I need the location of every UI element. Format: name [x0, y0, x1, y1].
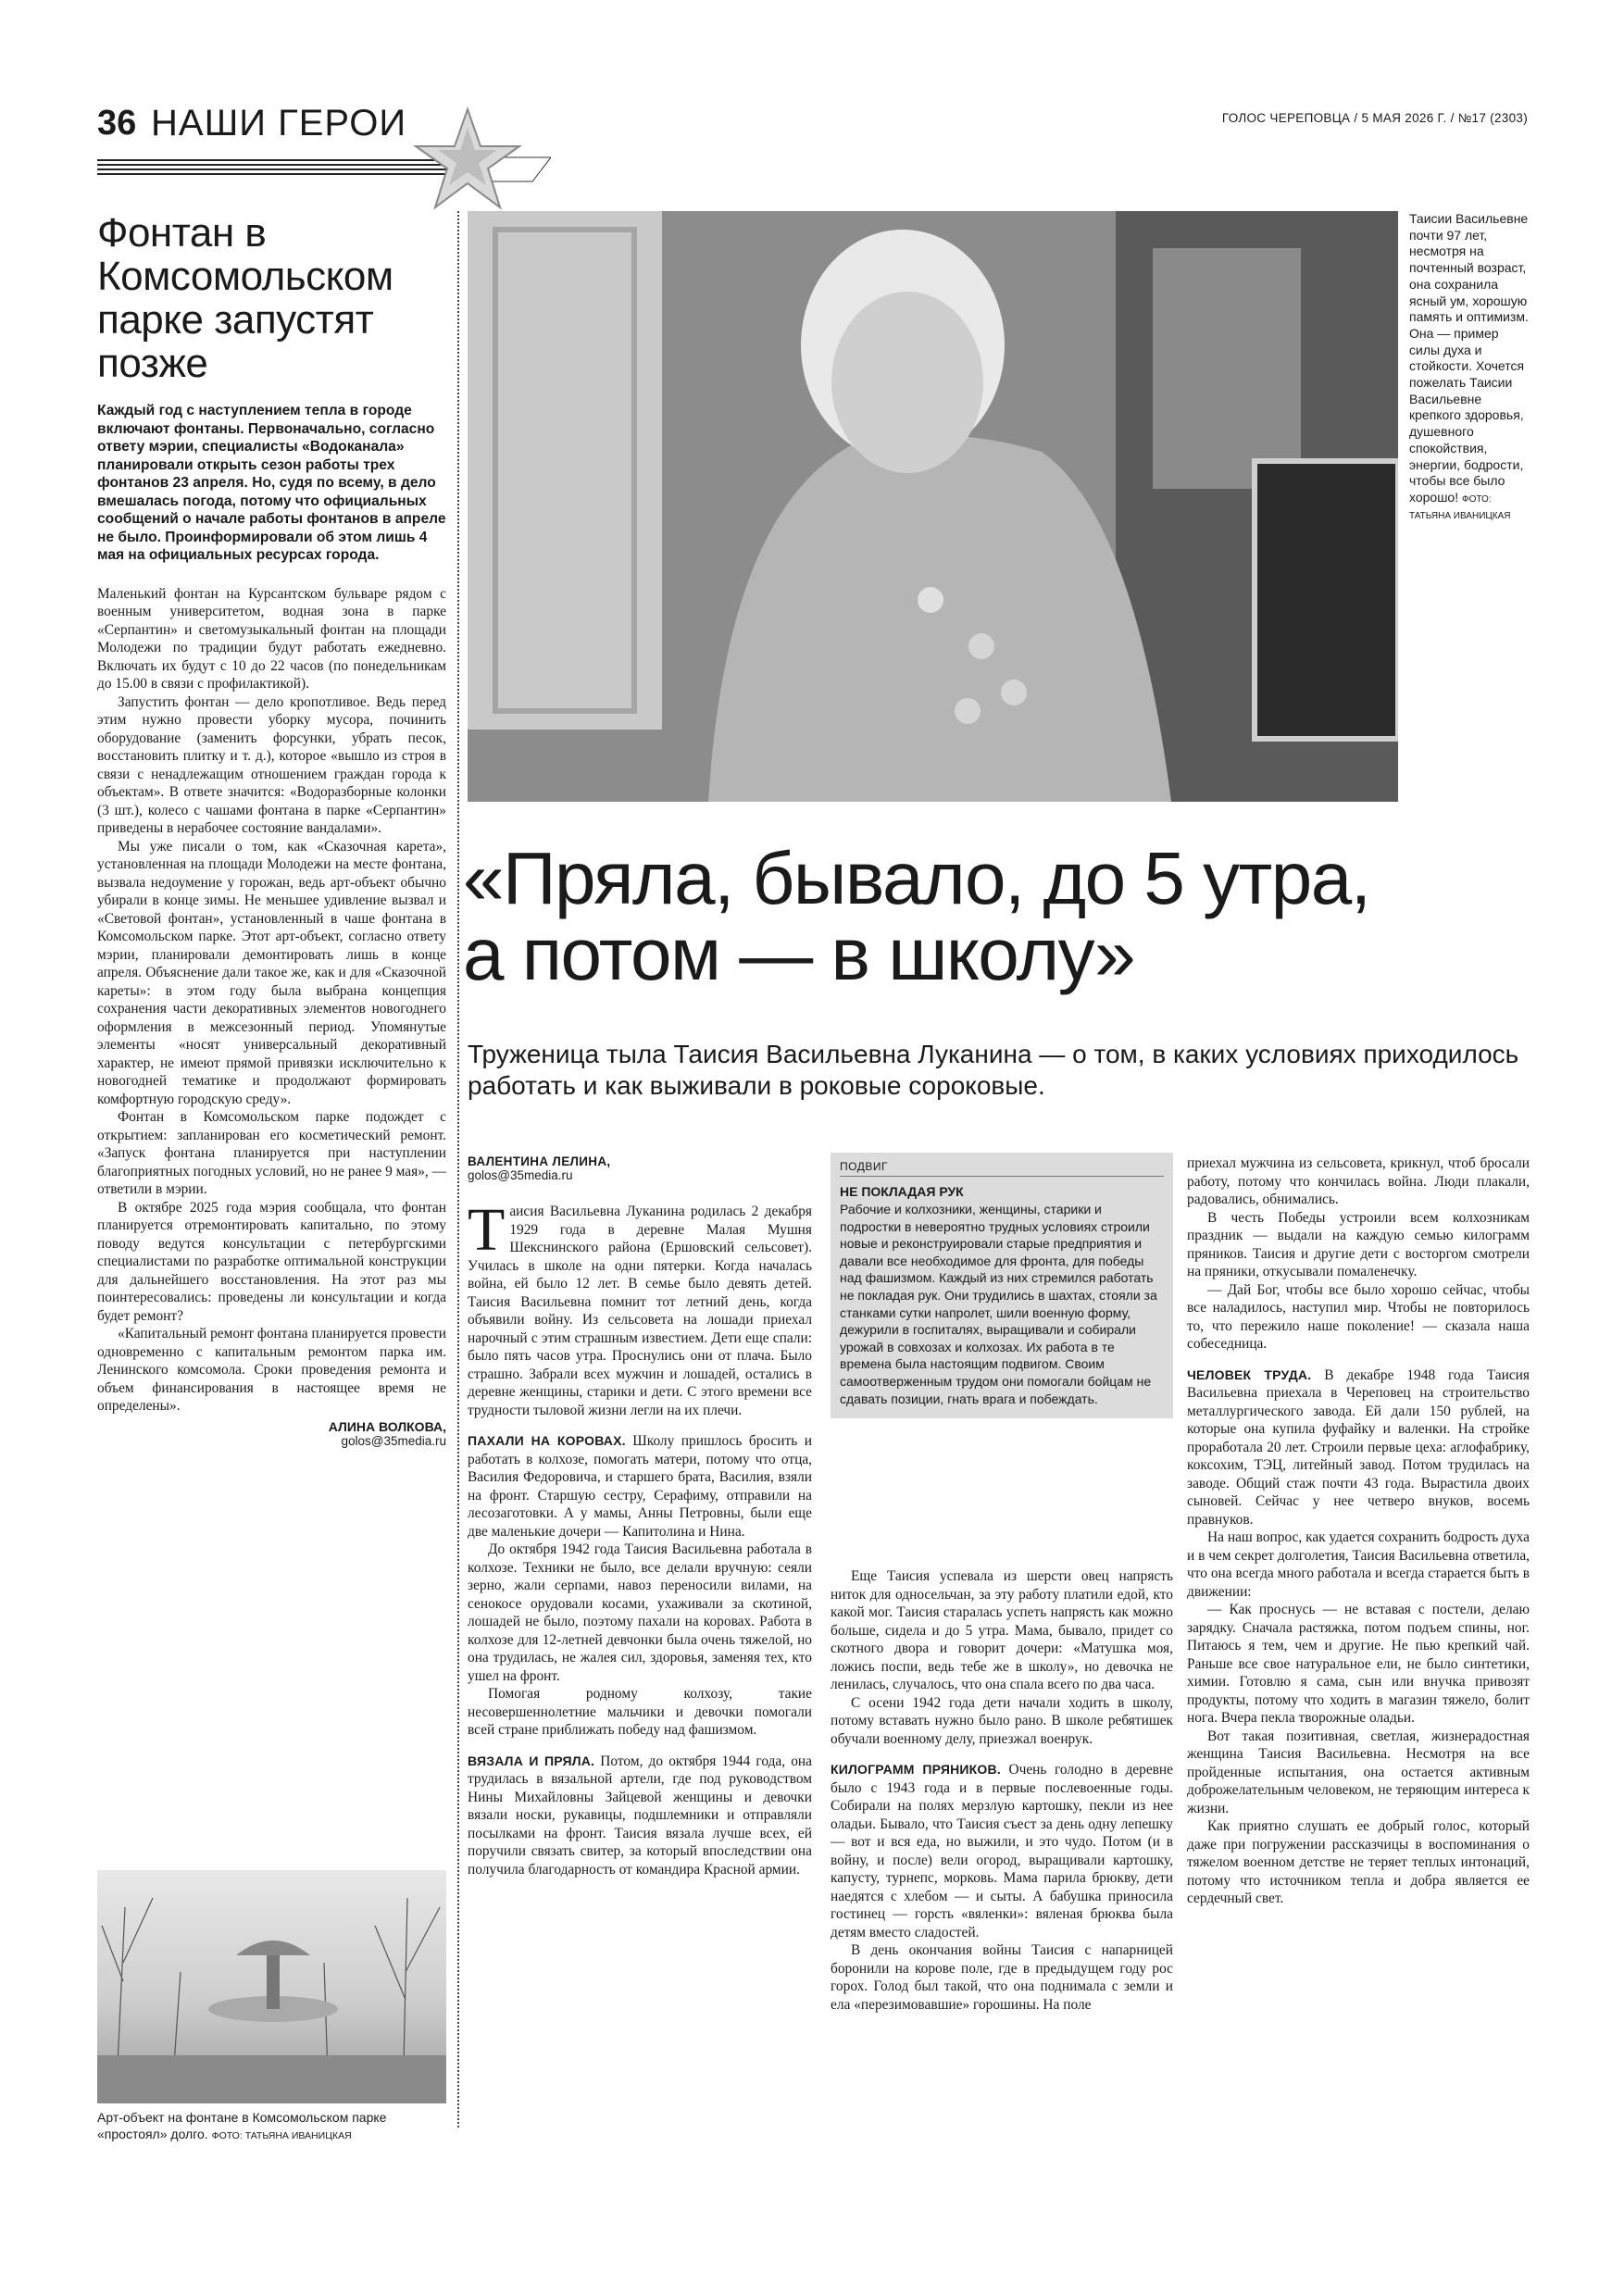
fountain-photo — [97, 1870, 446, 2103]
side-article-author: АЛИНА ВОЛКОВА, — [328, 1418, 446, 1434]
paragraph-text: Очень голодно в деревне было с 1943 года и в первые послевоенные годы. Собирали на полях мерзлую картошку, пекли из нее оладьи. Бывало, что Таисия съест за день одну лепешку — вот и вся еда, но выжили, и это чудо. Потом (и в войну, и после) вели огород, выращивали картошку, капусту, турнепс, морковь. Мама парила брюкву, дети наедятся с хлебом — и сыты. А бабушка приносила гостинец — горсть «вяленки»: вяленая брюква была детям вместо сладостей. — [831, 1762, 1173, 1940]
headline-line: а потом — в школу» — [463, 913, 1135, 995]
paragraph: В октябре 2025 года мэрия сообщала, что фонтан планируется отремонтировать капитально, по этому поводу ведутся консультации с петербургскими специалистами по разработке оптимальной конструкции для дальнейшего восстановления. На этот раз мы поинтересовались: проведены ли консультации и когда будет ремонт? — [97, 1199, 446, 1324]
masthead: ГОЛОС ЧЕРЕПОВЦА / 5 МАЯ 2026 Г. / №17 (2303) — [1221, 111, 1528, 125]
paragraph — [468, 1196, 812, 1419]
section-title: НАШИ ГЕРОИ — [151, 103, 407, 144]
paragraph: — Дай Бог, чтобы все было хорошо сейчас, чтобы все наладилось, наступил мир. Чтобы не повторилось то, что пережило наше поколение! — сказала наша собеседница. — [1187, 1281, 1530, 1352]
section-heading: ЧЕЛОВЕК ТРУДА. — [1187, 1366, 1312, 1382]
paragraph: Мы уже писали о том, как «Сказочная карета», установленная на площади Молодежи на месте фонтана, вызвала недоумение у горожан, ведь арт-объект обычно убирали в конце зимы. Не меньшее удивление вызвал и «Световой фонтан», установленный в чаше фонтана в Комсомольском парке. Этот арт-объект, согласно ответу мэрии, планировали демонтировать лишь в конце апреля. Объяснение дали такое же, как и для «Сказочной кареты»: в этом году была выбрана концепция сохранения части декоративных элементов новогоднего оформления в межсезонный период. Упомянутые элементы «носят универсальный декоративный характер, не имеют прямой привязки исключительно к новогодней тематике и продолжают формировать комфортную городскую среду». — [97, 838, 446, 1107]
side-article-email: golos@35media.ru — [341, 1433, 446, 1448]
paragraph: В день окончания войны Таисия с напарницей боронили на корове поле, где в предыдущем году рос горох. Голод был такой, что она поднимала с земли и ела «перезимовавшие» горошины. На поле — [831, 1942, 1173, 2013]
paragraph: Фонтан в Комсомольском парке подождет с открытием: запланирован его косметический ремонт. «Запуск фонтана планируется при наступлении благоприятных погодных условий, но не ранее 9 мая», — ответили в мэрии. — [97, 1109, 446, 1197]
article-column-2 — [831, 1567, 1173, 2014]
column-body — [831, 1567, 1173, 2014]
paragraph: приехал мужчина из сельсовета, крикнул, чтоб бросали работу, потому что кончилась война. Люди плакали, радовались, обнимались. — [1187, 1155, 1530, 1207]
fountain-photo-caption — [97, 2109, 446, 2144]
sidebar-box-text: Рабочие и колхозники, женщины, старики и подростки в невероятно трудных условиях строили новые и реконструировали старые предприятия и давали все необходимое для фронта, для победы над фашизмом. Каждый из них стремился работать не покладая рук. Они трудились в шахтах, стояли за станками сутки напролет, шили военную форму, дежурили в госпиталях, выращивали и собирали урожай в совхозах и колхозах. Их работа в те времена была настоящим подвигом. Своим самоотверженным трудом они помогали бойцам не сдавать позиции, гнать врага и побеждать. — [840, 1202, 1157, 1406]
sidebar-box-label: ПОДВИГ — [840, 1160, 1164, 1177]
paragraph-text: В декабре 1948 года Таисия Васильевна приехала в Череповец на строительство металлургического завода. Ей дали 150 рублей, на которые она купила фуфайку и валенки. На стройке проработала 20 лет. Строили первые цеха: аглофабрику, коксохим, ТЭЦ, литейный завод. Потом трудилась на заводе. Общий стаж почти 43 года. Вырастила двоих сыновей. Сейчас у нее четверо внуков, восемь правнуков. — [1187, 1366, 1530, 1528]
side-article-body — [97, 585, 446, 1416]
article-column-1 — [468, 1154, 812, 1878]
main-author-email: golos@35media.ru — [468, 1168, 573, 1182]
photo-credit: ТАТЬЯНА ИВАНИЦКАЯ — [1409, 510, 1511, 521]
paragraph: Запустить фонтан — дело кропотливое. Ведь перед этим нужно провести уборку мусора, починить оборудование (заменить форсунки, убрать песок, восстановить плитку и т. д.), которое «вышло из строя в связи с ненадлежащим отношением граждан города к объектам». В ответе значится: «Водоразборные колонки (3 шт.), колесо с чашами фонтана в парке «Серпантин» приведены в нерабочее состояние вандалами». — [97, 693, 446, 836]
paragraph — [1187, 1366, 1530, 1529]
headline-line: «Пряла, бывало, до 5 утра, — [463, 837, 1370, 919]
paragraph: Вот такая позитивная, светлая, жизнерадостная женщина Таисия Васильевна. Несмотря на все пройденные испытания, она остается активным доброжелательным человеком, не теряющим интереса к жизни. — [1187, 1728, 1530, 1816]
paragraph: «Капитальный ремонт фонтана планируется провести одновременно с капитальным ремонтом парка им. Ленинского комсомола. Сроки проведения ремонта и объем финансирования в настоящее время не определены». — [97, 1326, 446, 1414]
article-column-3 — [1187, 1154, 1530, 1908]
main-photo — [468, 211, 1398, 802]
photo-credit-label: ФОТО: — [1462, 493, 1492, 505]
paragraph — [468, 1753, 812, 1879]
paragraph: — Как проснусь — не вставая с постели, делаю зарядку. Сначала растяжка, потом подъем спины, ног. Питаюсь я тем, чем и другие. Не пью крепкий чай. Раньше все свое натуральное ели, не было синтетики, химии. Готовлю я сама, сын или внучка привозят продукты, потому что ходить в магазин тяжело, болит нога. Вчера пекла творожные оладьи. — [1187, 1602, 1530, 1726]
paragraph-text: аисия Васильевна Луканина родилась 2 декабря 1929 года в деревне Малая Мушня Шекснинского района (Ершовский сельсовет). Училась в школе на одни пятерки. Когда началась война, ей было 12 лет. В семье было девять детей. Таисия Васильевна помнит тот летний день, когда объявили войну. Из сельсовета на лошади приехал нарочный с этим страшным известием. Дети еще спали: было пять часов утра. Проснулись они от плача. Было страшно. Забрали всех мужчин и лошадей, остались в деревне женщины, старики и дети. С этого времени все трудности тыловой жизни легли на их плечи. — [468, 1204, 812, 1418]
column-body — [1187, 1154, 1530, 1908]
paragraph: С осени 1942 года дети начали ходить в школу, потому вставать нужно было рано. В школе ребятишек обучали военному делу, приезжал военрук. — [831, 1694, 1173, 1747]
paragraph: До октября 1942 года Таисия Васильевна работала в колхозе. Техники не было, все делали вручную: сеяли зерно, жали серпами, навоз переносили вилами, на сенокосе орудовали косами, ухаживали за скотиной, лошадей не было, поэтому пахали на коровах. Работа в колхозе для 12-летней девчонки была очень тяжелой, но она трудилась, не жалея сил, здоровья, заменяя тех, кто ушел на фронт. — [468, 1541, 812, 1684]
page-number: 36 — [97, 104, 137, 143]
side-article-title: Фонтан в Комсомольском парке запустят позже — [97, 210, 394, 386]
dropcap: Т — [468, 1196, 506, 1264]
section-heading: ПАХАЛИ НА КОРОВАХ. — [468, 1433, 626, 1448]
paragraph: Еще Таисия успевала из шерсти овец напрясть ниток для односельчан, за эту работу платили едой, кто какой мог. Таисия старалась успеть напрясть как можно больше, сидела и до 5 утра. Мама, бывало, придет со скотного двора и говорит дочери: «Матушка моя, ложись поспи, ведь тебе же в школу», но девочка не ленилась, случалось, что она спала всего по два часа. — [831, 1568, 1173, 1692]
sidebar-box-title: НЕ ПОКЛАДАЯ РУК — [840, 1184, 964, 1199]
sidebar-box — [831, 1153, 1173, 1418]
page-header — [97, 104, 1528, 215]
star-emblem-icon — [412, 106, 523, 215]
side-article-lead: Каждый год с наступлением тепла в городе включают фонтаны. Первоначально, согласно ответу мэрии, специалисты «Водоканала» планировали открыть сезон работы трех фонтанов 23 апреля. Но, судя по всему, в дело вмешалась погода, потому что официальных сообщений о начале работы фонтанов в апреле не было. Проинформировали об этом лишь 4 мая на официальных ресурсах города. — [97, 403, 446, 563]
paragraph: На наш вопрос, как удается сохранить бодрость духа и в чем секрет долголетия, Таисия Васильевна ответила, что она всегда много работала и всегда старается быть в движении: — [1187, 1529, 1530, 1600]
paragraph-text: Школу пришлось бросить и работать в колхозе, помогать матери, потому что отца, Василия Федоровича, и старшего брата, Василия, взяли на фронт. Старшую сестру, Серафиму, отправили на лесозаготовки. А у мамы, Анны Петровны, были еще две маленькие дочери — Капитолина и Нина. — [468, 1433, 812, 1540]
main-headline — [463, 837, 1528, 995]
paragraph — [831, 1761, 1173, 1941]
caption-text: Таисии Васильевне почти 97 лет, несмотря на почтенный возраст, она сохранила ясный ум, хорошую память и оптимизм. Она — пример силы духа и стойкости. Хочется пожелать Таисии Васильевне крепкого здоровья, душевного спокойствия, энергии, бодрости, чтобы все было хорошо! — [1409, 211, 1529, 505]
photo-credit: ФОТО: ТАТЬЯНА ИВАНИЦКАЯ — [211, 2130, 352, 2141]
paragraph: Помогая родному колхозу, такие несовершеннолетние мальчики и девочки помогали всей стране приближать победу над фашизмом. — [468, 1686, 812, 1738]
paragraph-text: Потом, до октября 1944 года, она трудилась в вязальной артели, где под руководством Нины Михайловны Зайцевой женщины и девочки вязали носки, рукавицы, подшлемники и отправляли посылками на фронт. Таисия вязала лучше всех, ей поручили связать свитер, за который впоследствии она получила благодарность от командира Красной армии. — [468, 1753, 812, 1878]
caption-text: Арт-объект на фонтане в Комсомольском парке «простоял» долго. — [97, 2110, 387, 2141]
main-author: ВАЛЕНТИНА ЛЕЛИНА, — [468, 1154, 611, 1168]
paragraph: Маленький фонтан на Курсантском бульваре рядом с военным университетом, водная зона в парке «Серпантин» и светомузыкальный фонтан на площади Молодежи по традиции будут работать ежедневно. Включать их будут с 10 до 22 часов (по понедельникам до 15.00 в связи с профилактикой). — [97, 585, 446, 692]
column-divider — [457, 211, 459, 2128]
column-body — [468, 1196, 812, 1878]
section-heading: ВЯЗАЛА И ПРЯЛА. — [468, 1753, 595, 1768]
main-photo-caption — [1409, 211, 1530, 524]
paragraph — [468, 1432, 812, 1541]
main-subhead: Труженица тыла Таисия Васильевна Луканина — о том, в каких условиях приходилось работать и как выживали в роковые сороковые. — [468, 1040, 1519, 1100]
paragraph: В честь Победы устроили всем колхозникам праздник — выдали на каждую семью килограмм пряников. Таисия и другие дети с восторгом смотрели на пряники, откусывали помаленечку. — [1187, 1209, 1530, 1279]
paragraph: Как приятно слушать ее добрый голос, который даже при погружении рассказчицы в воспоминания о тяжелом военном детстве не теряет теплых интонаций, потому что источником тепла и добра является ее сердечный свет. — [1187, 1818, 1530, 1906]
side-article — [97, 211, 446, 1448]
section-heading: КИЛОГРАММ ПРЯНИКОВ. — [831, 1762, 1001, 1777]
